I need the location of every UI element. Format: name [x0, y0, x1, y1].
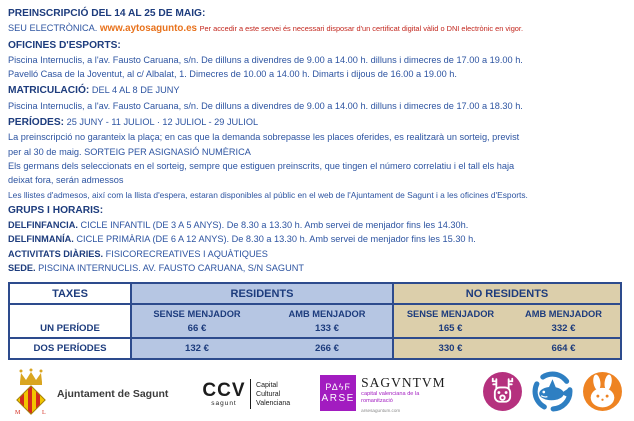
- seu-electronica-line: [8, 21, 628, 36]
- grups-title: GRUPS I HORARIS:: [8, 204, 104, 216]
- taxes-header-cell: TAXES: [9, 283, 131, 304]
- sagvntvm-url: arsesaguntum.com: [361, 408, 401, 414]
- delfinmania-line: [8, 232, 628, 246]
- arse-iberian-glyphs: ΡΔϟϜ: [325, 381, 351, 392]
- sede-line: [8, 261, 628, 275]
- matriculacio-line: Piscina Internuclis, a l'av. Fausto Caruana, s/n. De dilluns a divendres de 9.00 a 14.00 h. dilluns i dimecres de 17.00 a 18.30 h.: [8, 100, 523, 111]
- matriculacio-dates: DEL 4 AL 8 DE JUNY: [91, 85, 180, 96]
- row-label: UN PERÍODE: [9, 319, 131, 338]
- llistes-line: Les llistes d'admesos, així com la llista d'espera, estaran disponibles al públic en el web de l'Ajuntament de Sagunt i a les oficines d'Esports.: [8, 189, 528, 200]
- price-cell: 165 €: [393, 319, 507, 338]
- ccv-valenciana: Valenciana: [256, 399, 291, 407]
- sede-label: SEDE.: [8, 263, 36, 274]
- preinscripcio-title: PREINSCRIPCIÓ DEL 14 AL 25 DE MAIG:: [8, 8, 206, 19]
- price-cell: 664 €: [507, 338, 621, 359]
- shark-mascot-icon: [532, 371, 573, 417]
- intro-text-block: [8, 7, 628, 275]
- delfinmania-text: CICLE PRIMÀRIA (DE 6 A 12 ANYS). De 8.30 a 13.30 h. Amb servei de menjador fins les 15.30 h.: [76, 234, 476, 245]
- price-cell: 266 €: [262, 338, 393, 359]
- price-cell: 330 €: [393, 338, 507, 359]
- oficines-title: OFICINES D'ESPORTS:: [8, 39, 121, 51]
- delfinfancia-line: [8, 218, 628, 232]
- activitats-line: [8, 247, 628, 261]
- price-cell: 66 €: [131, 319, 262, 338]
- matriculacio-label: MATRICULACIÓ:: [8, 85, 90, 97]
- footer-logos: [8, 368, 628, 420]
- sagvntvm-wordmark: SAGVNTVM: [361, 375, 446, 391]
- row-label: DOS PERÍODES: [9, 338, 131, 359]
- table-row-dos-periodes: [9, 338, 621, 359]
- delfinfancia-label: DELFINFANCIA.: [8, 220, 78, 231]
- svg-text:L: L: [42, 409, 46, 416]
- svg-text:M: M: [15, 409, 21, 416]
- sorteig-line-2: per al 30 de maig. SORTEIG PER ASIGNASIÓ NUMÈRICA: [8, 146, 251, 157]
- noresidents-amb-menjador-header: AMB MENJADOR: [507, 304, 621, 319]
- sagvntvm-subtitle: capital valenciana de la romanització: [361, 391, 420, 404]
- ccv-divider: [250, 379, 252, 409]
- oficines-line-1: Piscina Internuclis, a l'av. Fausto Caruana, s/n. De dilluns a divendres de 9.00 a 14.00 h. dilluns i dimecres de 17.00 a 19.00 h.: [8, 54, 523, 65]
- table-subheader-row: [9, 304, 621, 319]
- ccv-letters: CCV: [202, 380, 246, 402]
- activitats-label: ACTIVITATS DIÀRIES.: [8, 248, 104, 259]
- ccv-cultural: Cultural: [256, 390, 281, 398]
- germans-line-2: deixat fora, serán admessos: [8, 175, 124, 186]
- residents-sense-menjador-header: SENSE MENJADOR: [131, 304, 262, 319]
- ccv-capital: Capital: [256, 381, 278, 389]
- rabbit-mascot-icon: [582, 371, 623, 417]
- delfinmania-label: DELFINMANÍA.: [8, 234, 74, 245]
- deer-mascot-icon: [482, 371, 523, 417]
- aytosagunto-link[interactable]: www.aytosagunto.es: [99, 23, 197, 35]
- sede-text: PISCINA INTERNUCLIS. AV. FAUSTO CARUANA, S/N SAGUNT: [38, 263, 304, 274]
- arse-sagvntvm-logo: [320, 375, 446, 413]
- periodes-line: [8, 115, 628, 130]
- noresidents-sense-menjador-header: SENSE MENJADOR: [393, 304, 507, 319]
- residents-amb-menjador-header: AMB MENJADOR: [262, 304, 393, 319]
- matriculacio-line-title: [8, 83, 628, 98]
- mascot-icons: [482, 371, 623, 417]
- seu-label: SEU ELECTRÒNICA.: [8, 23, 98, 34]
- table-header-row: [9, 283, 621, 304]
- empty-cell: [9, 304, 131, 319]
- ajuntament-label: Ajuntament de Sagunt: [57, 388, 169, 401]
- activitats-text: FISICORECREATIVES I AQUÀTIQUES: [105, 248, 268, 259]
- arse-icon: [320, 375, 356, 411]
- periodes-label: PERÍODES:: [8, 117, 65, 129]
- price-cell: 132 €: [131, 338, 262, 359]
- sorteig-line-1: La preinscripció no garanteix la plaça; en cas que la demanda sobrepasse les places oferides, es realitzarà un sorteig, previst: [8, 132, 520, 143]
- price-cell: 332 €: [507, 319, 621, 338]
- arse-word: ARSE: [321, 392, 355, 404]
- residents-header-cell: RESIDENTS: [131, 283, 393, 304]
- periodes-dates: 25 JUNY - 11 JULIOL · 12 JULIOL - 29 JULIOL: [66, 117, 259, 128]
- germans-line-1: Els germans dels seleccionats en el sorteig, sempre que estiguen preinscrits, que tingen el número correlatiu i el tall els haja: [8, 160, 515, 171]
- ccv-logo: [202, 379, 290, 409]
- ccv-sagunt-label: sagunt: [211, 400, 237, 408]
- price-cell: 133 €: [262, 319, 393, 338]
- delfinfancia-text: CICLE INFANTIL (DE 3 A 5 ANYS). De 8.30 a 13.30 h. Amb servei de menjador fins les 14.30h.: [80, 220, 469, 231]
- oficines-line-2: Pavelló Casa de la Joventut, al c/ Albalat, 1. Dimecres de 10.00 a 14.00 h. Dimarts i dijous de 16.00 a 19.00 h.: [8, 69, 457, 80]
- table-row-un-periode: [9, 319, 621, 338]
- seu-note: Per accedir a este servei és necessari disposar d'un certificat digital vàlid o DNI electrònic en vigor.: [199, 24, 524, 34]
- taxes-table: [8, 282, 622, 360]
- no-residents-header-cell: NO RESIDENTS: [393, 283, 621, 304]
- sagunt-coat-of-arms-icon: [14, 368, 48, 421]
